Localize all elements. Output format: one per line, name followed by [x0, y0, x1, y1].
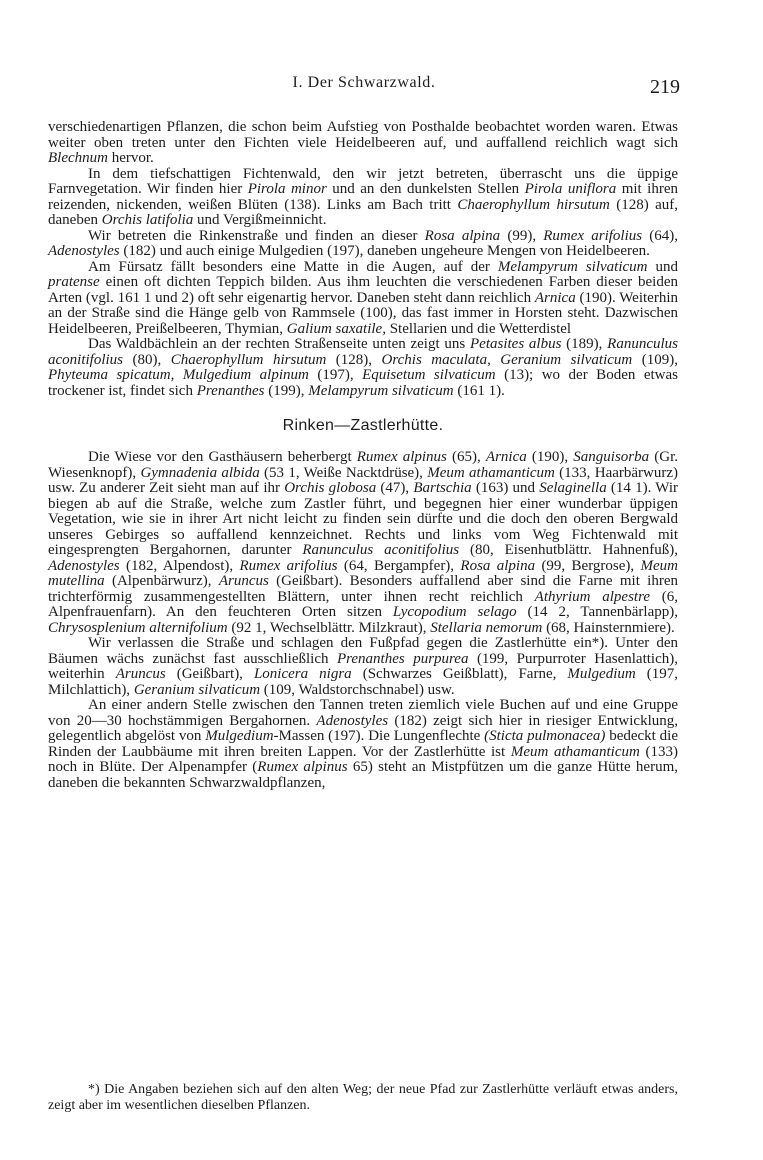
- species-name: Arnica: [485, 449, 527, 465]
- paragraph-7: [48, 636, 678, 698]
- page-number: 219: [650, 76, 680, 98]
- paragraph-6: [48, 450, 678, 636]
- text-run: (190). Weiterhin an der Straße sind die Hänge gelb von Rammsele (100), das fast immer in Horsten steht. Dazwischen Heidelbeeren, Preißelbeeren, Thymian,: [48, 289, 678, 337]
- species-name: Phyteuma spicatum, Mulgedium alpinum: [48, 367, 309, 383]
- text-run: (80),: [123, 351, 171, 368]
- species-name: Prenanthes purpurea: [336, 650, 469, 667]
- species-name: Rumex alpinus: [257, 759, 348, 775]
- text-run: (Gr. Wiesenknopf),: [48, 449, 679, 481]
- text-run: (182) zeigt sich hier in riesiger Entwicklung, gelegentlich abgelöst von: [48, 712, 678, 744]
- text-run: 65) steht an Mistpfützen um die ganze Hütte herum, daneben die bekannten Schwarzwaldpflanzen,: [48, 759, 678, 791]
- species-name: Chrysosplenium alternifolium: [48, 619, 228, 636]
- text-run: (64, Bergampfer),: [337, 557, 461, 574]
- species-name: Mulgedium: [567, 666, 636, 682]
- text-run: (14 2, Tannenbärlapp),: [516, 604, 678, 620]
- running-title: I. Der Schwarzwald.: [292, 74, 436, 91]
- species-name: Blechnum: [48, 150, 108, 166]
- species-name: Meum athamanticum: [510, 743, 640, 760]
- text-run: (109, Waldstorchschnabel) usw.: [260, 681, 455, 698]
- species-name: Adenostyles: [316, 712, 389, 729]
- text-run: verschiedenartigen Pflanzen, die schon beim Aufstieg von Posthalde beobachtet worden waren. Etwas weiter oben treten unter den Fichten viele Heidelbeeren auf, und auffallend reichlich wagt sich: [48, 119, 678, 151]
- species-name: Petasites albus: [470, 336, 562, 352]
- species-name: Ranunculus aconitifolius: [48, 336, 678, 368]
- text-run: Die Wiese vor den Gasthäusern beherbergt: [88, 449, 357, 465]
- text-run: (99, Bergrose),: [535, 557, 641, 574]
- text-run: bedeckt die Rinden der Laubbäume mit ihren breiten Lappen. Vor der Zastlerhütte ist: [48, 728, 678, 760]
- text-run: (133, Haarbärwurz) usw. Zu anderer Zeit sieht man auf ihr: [48, 464, 679, 496]
- paragraph-2: [48, 167, 678, 229]
- species-name: Pirola minor: [247, 181, 327, 197]
- paragraph-4: [48, 260, 678, 338]
- text-run: In dem tiefschattigen Fichtenwald, den wir jetzt betreten, überrascht uns die üppige Farnvegetation. Wir finden hier: [48, 165, 678, 197]
- text-run: Wir verlassen die Straße und schlagen den Fußpfad gegen die Zastlerhütte ein*). Unter den Bäumen wächs zunächst fast ausschließlich: [48, 635, 678, 667]
- section-heading: Rinken—Zastlerhütte.: [282, 417, 444, 434]
- text-run: hervor.: [107, 150, 154, 166]
- text-run: (199),: [264, 382, 309, 399]
- text-run: Stellarien und die Wetterdistel: [385, 320, 572, 337]
- text-run: (189),: [561, 336, 608, 352]
- species-name: Melampyrum silvaticum: [308, 382, 454, 399]
- species-name: Chaerophyllum hirsutum: [457, 196, 610, 213]
- footnote: *) Die Angaben beziehen sich auf den alten Weg; der neue Pfad zur Zastlerhütte verläuft etwas anders, zeigt aber im wesentlichen dieselben Pflanzen.: [48, 1082, 678, 1113]
- text-run: (109),: [632, 351, 678, 368]
- text-run: und an den dunkelsten Stellen: [326, 181, 525, 197]
- text-run: (197),: [308, 367, 363, 383]
- species-name: Lonicera nigra: [253, 666, 352, 682]
- paragraph-1: [48, 120, 678, 167]
- text-run: einen oft dichten Teppich bilden. Aus ihm leuchten die verschiedenen Farben dieser beiden Arten (vgl. 161 1 und 2) oft sehr eigenartig hervor. Daneben steht dann reichlich: [48, 274, 678, 306]
- text-run: mit ihren reizenden, nickenden, weißen Blüten (138). Links am Bach tritt: [48, 181, 678, 213]
- text-run: (190),: [526, 449, 574, 465]
- species-name: Adenostyles: [48, 243, 120, 259]
- page-header: [48, 70, 680, 100]
- species-name: Gymnadenia albida: [140, 464, 260, 481]
- text-run: (64),: [642, 227, 679, 244]
- species-name: Ranunculus aconitifolius: [302, 542, 460, 558]
- species-name: Meum athamanticum: [427, 464, 555, 481]
- text-run: Das Waldbächlein an der rechten Straßenseite unten zeigt uns: [88, 336, 470, 352]
- species-name: Athyrium alpestre: [534, 588, 651, 605]
- species-name: Chaerophyllum hirsutum: [170, 351, 327, 368]
- species-name: Rumex arifolius: [543, 227, 643, 244]
- text-run: (Geißbart),: [165, 666, 254, 682]
- text-run: (133) noch in Blüte. Der Alpenampfer (: [48, 743, 678, 775]
- text-run: (Schwarzes Geißblatt), Farne,: [351, 666, 568, 682]
- species-name: Pirola uniflora: [524, 181, 617, 197]
- text-run: (199, Purpurroter Hasenlattich), weiterhin: [48, 650, 678, 682]
- text-run: (128) auf, daneben: [48, 196, 678, 228]
- text-run: (68, Hainsternmiere).: [542, 619, 675, 636]
- species-name: Sanguisorba: [573, 449, 650, 465]
- species-name: Orchis maculata, Geranium silvaticum: [381, 351, 633, 368]
- species-name: Stellaria nemorum: [430, 619, 543, 636]
- text-run: (13); wo der Boden etwas trockener ist, findet sich: [48, 367, 678, 399]
- species-name: Rumex arifolius: [239, 557, 338, 574]
- text-run: (Alpenbärwurz),: [104, 573, 219, 589]
- text-run: und: [647, 258, 679, 275]
- text-run: (6, Alpenfrauenfarn). An den feuchteren Orten sitzen: [48, 588, 679, 620]
- text-run: (Geißbart). Besonders auffallend aber sind die Farne mit ihren trichterförmig zusammengestellten Blättern, unter ihnen recht reichlich: [48, 573, 678, 605]
- text-run: (197, Milchlattich),: [48, 666, 678, 698]
- text-run: (99),: [500, 227, 544, 244]
- species-name: Arnica: [534, 289, 576, 306]
- species-name: Rosa alpina: [460, 557, 536, 574]
- text-run: (161 1).: [453, 382, 505, 399]
- body-text: [48, 120, 678, 791]
- species-name: Orchis globosa: [284, 480, 377, 496]
- text-run: (65),: [446, 449, 486, 465]
- species-name: Melampyrum silvaticum: [497, 258, 648, 275]
- text-run: (163) und: [471, 480, 540, 496]
- text-run: (182, Alpendost),: [119, 557, 240, 574]
- species-name: Bartschia: [413, 480, 472, 496]
- species-name: Prenanthes: [196, 382, 265, 399]
- paragraph-8: [48, 698, 678, 791]
- text-run: (80, Eisenhutblättr. Hahnenfuß),: [459, 542, 678, 558]
- species-name: pratense: [48, 274, 100, 290]
- species-name: Adenostyles: [48, 557, 120, 574]
- text-run: (128),: [326, 351, 382, 368]
- species-name: Aruncus: [115, 666, 166, 682]
- species-name: Meum mutellina: [48, 557, 678, 589]
- species-name: Aruncus: [218, 573, 269, 589]
- species-name: Geranium silvaticum: [133, 681, 261, 698]
- species-name: (Sticta pulmonacea): [484, 728, 606, 744]
- paragraph-5: [48, 337, 678, 399]
- species-name: Equisetum silvaticum: [362, 367, 496, 383]
- text-run: (14 1). Wir biegen ab auf die Straße, welche zum Zastler führt, und begegnen hier einer wunderbar üppigen Vegetation, wie sie in ihrer Art nicht leicht zu finden sein dürfte und die doch den oberen Bergwald unseres Gebirges so auffallend kennzeichnet. Rechts und links vom Weg Fichtenwald mit eingesprengten Bergahornen, darunter: [48, 480, 678, 558]
- text-run: (53 1, Weiße Nacktdrüse),: [259, 464, 428, 481]
- text-run: Wir betreten die Rinkenstraße und finden an dieser: [88, 227, 425, 244]
- species-name: Rosa alpina: [424, 227, 501, 244]
- species-name: Lycopodium selago: [392, 604, 517, 620]
- text-run: (182) und auch einige Mulgedien (197), daneben ungeheure Mengen von Heidelbeeren.: [119, 243, 650, 259]
- text-run: -Massen (197). Die Lungenflechte: [273, 728, 485, 744]
- text-run: Am Fürsatz fällt besonders eine Matte in die Augen, auf der: [88, 258, 498, 275]
- text-run: An einer andern Stelle zwischen den Tannen treten ziemlich viele Buchen auf und eine Gruppe von 20—30 hochstämmigen Bergahornen.: [48, 697, 678, 729]
- species-name: Galium saxatile,: [286, 320, 386, 337]
- text-run: (92 1, Wechselblättr. Milzkraut),: [227, 619, 431, 636]
- paragraph-3: [48, 229, 678, 260]
- species-name: Rumex alpinus: [356, 449, 447, 465]
- species-name: Mulgedium: [205, 728, 274, 744]
- species-name: Orchis latifolia: [101, 212, 194, 228]
- species-name: Selaginella: [539, 480, 607, 496]
- text-run: (47),: [376, 480, 414, 496]
- text-run: und Vergißmeinnicht.: [193, 212, 327, 228]
